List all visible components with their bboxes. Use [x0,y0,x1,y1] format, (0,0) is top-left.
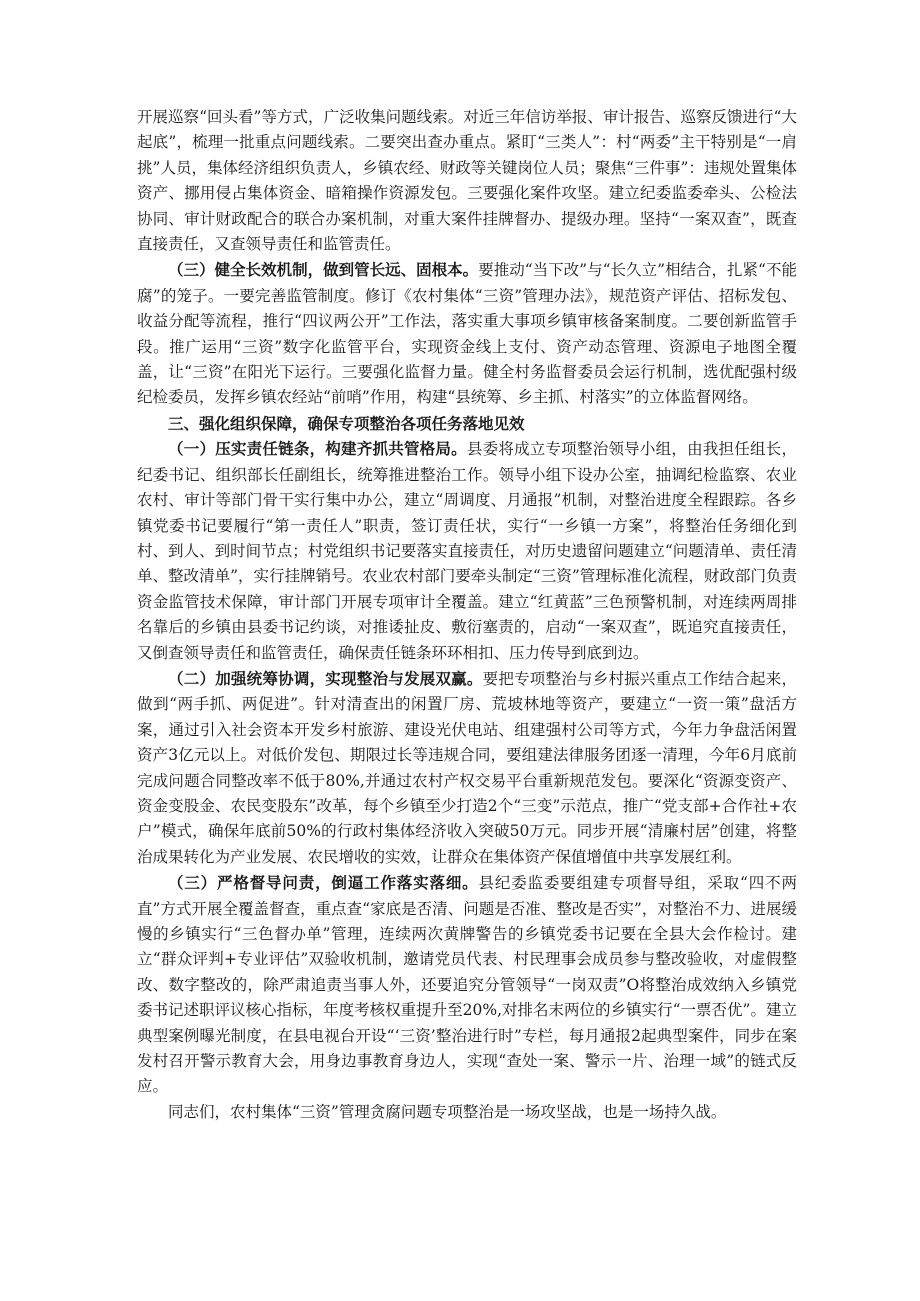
paragraph-2 [137,257,797,410]
paragraph-3 [137,436,797,666]
paragraph-3-lead: （一）压实责任链条，构建齐抓共管格局。 [168,439,467,459]
section-heading-3: 三、强化组织保障，确保专项整治各项任务落地见效 [168,413,525,433]
paragraph-5-text: 县纪委监委要组建专项督导组，采取“四不两直”方式开展全覆盖督查，重点查“家底是否清、问题是否准、整改是否实”，对整治不力、进展缓慢的乡镇实行“三色督办单”管理，连续两次黄牌警告的乡镇党委书记要在全县大会作检讨。建立“群众评判+专业评估”双验收机制，邀请党员代表、村民理事会成员参与整改验收，对虚假整改、数字整改的，除严肃追责当事人外，还要追究分管领导“一岗双责”O将整治成效纳入乡镇党委书记述职评议核心指标，年度考核权重提升至20%,对排名末两位的乡镇实行“一票否优”。建立典型案例曝光制度，在县电视台开设“‘三资’整治进行时”专栏，每月通报2起典型案件，同步在案发村召开警示教育大会，用身边事教育身边人，实现“查处一案、警示一片、治理一域”的链式反应。 [137,874,797,1096]
paragraph-2-lead: （三）健全长效机制，做到管长远、固根本。 [168,260,479,280]
document-body [137,105,797,1125]
paragraph-6-text: 同志们，农村集体“三资”管理贪腐问题专项整治是一场攻坚战，也是一场持久战。 [168,1102,727,1121]
paragraph-2-text: 要推动“当下改”与“长久立”相结合，扎紧“不能腐”的笼子。一要完善监管制度。修订《农村集体“三资”管理办法》，规范资产评估、招标发包、收益分配等流程，推行“四议两公开”工作法，落实重大事项乡镇审核备案制度。二要创新监管手段。推广运用“三资”数字化监管平台，实现资金线上支付、资产动态管理、资源电子地图全覆盖，让“三资”在阳光下运行。三要强化监督力量。健全村务监督委员会运行机制，选优配强村级纪检委员，发挥乡镇农经站“前哨”作用，构建“县统筹、乡主抓、村落实”的立体监督网络。 [137,261,797,407]
paragraph-5-lead: （三）严格督导问责，倒逼工作落实落细。 [168,873,479,893]
paragraph-1-text: 开展巡察“回头看”等方式，广泛收集问题线索。对近三年信访举报、审计报告、巡察反馈进行“大起底”，梳理一批重点问题线索。二要突出查办重点。紧盯“三类人”：村“两委”主干特别是“一肩挑”人员，集体经济组织负责人，乡镇农经、财政等关键岗位人员；聚焦“三件事”：违规处置集体资产、挪用侵占集体资金、暗箱操作资源发包。三要强化案件攻坚。建立纪委监委牵头、公检法协同、审计财政配合的联合办案机制，对重大案件挂牌督办、提级办理。坚持“一案双查”，既查直接责任，又查领导责任和监管责任。 [137,108,797,254]
paragraph-6 [137,1100,797,1125]
paragraph-4 [137,666,797,870]
paragraph-4-lead: （二）加强统筹协调，实现整治与发展双赢。 [168,668,483,688]
paragraph-3-text: 县委将成立专项整治领导小组，由我担任组长，纪委书记、组织部长任副组长，统筹推进整治工作。领导小组下设办公室，抽调纪检监察、农业农村、审计等部门骨干实行集中办公，建立“周调度、月通报”机制，对整治进度全程跟踪。各乡镇党委书记要履行“第一责任人”职责，签订责任状，实行“一乡镇一方案”，将整治任务细化到村、到人、到时间节点；村党组织书记要落实直接责任，对历史遗留问题建立“问题清单、责任清单、整改清单”，实行挂牌销号。农业农村部门要牵头制定“三资”管理标准化流程，财政部门负责资金监管技术保障，审计部门开展专项审计全覆盖。建立“红黄蓝”三色预警机制，对连续两周排名靠后的乡镇由县委书记约谈，对推诿扯皮、敷衍塞责的，启动“一案双查”，既追究直接责任，又倒查领导责任和监管责任，确保责任链条环环相扣、压力传导到底到边。 [137,440,797,662]
paragraph-4-text: 要把专项整治与乡村振兴重点工作结合起来，做到“两手抓、两促进”。针对清查出的闲置厂房、荒坡林地等资产，要建立“一资一策”盘活方案，通过引入社会资本开发乡村旅游、建设光伏电站、组建强村公司等方式，今年力争盘活闲置资产3亿元以上。对低价发包、期限过长等违规合同，要组建法律服务团逐一清理，今年6月底前完成问题合同整改率不低于80%,并通过农村产权交易平台重新规范发包。要深化“资源变资产、资金变股金、农民变股东”改革，每个乡镇至少打造2个“三变”示范点，推广“党支部+合作社+农户”模式，确保年底前50%的行政村集体经济收入突破50万元。同步开展“清廉村居”创建，将整治成果转化为产业发展、农民增收的实效，让群众在集体资产保值增值中共享发展红利。 [137,669,797,866]
paragraph-5 [137,870,797,1100]
paragraph-1 [137,105,797,257]
